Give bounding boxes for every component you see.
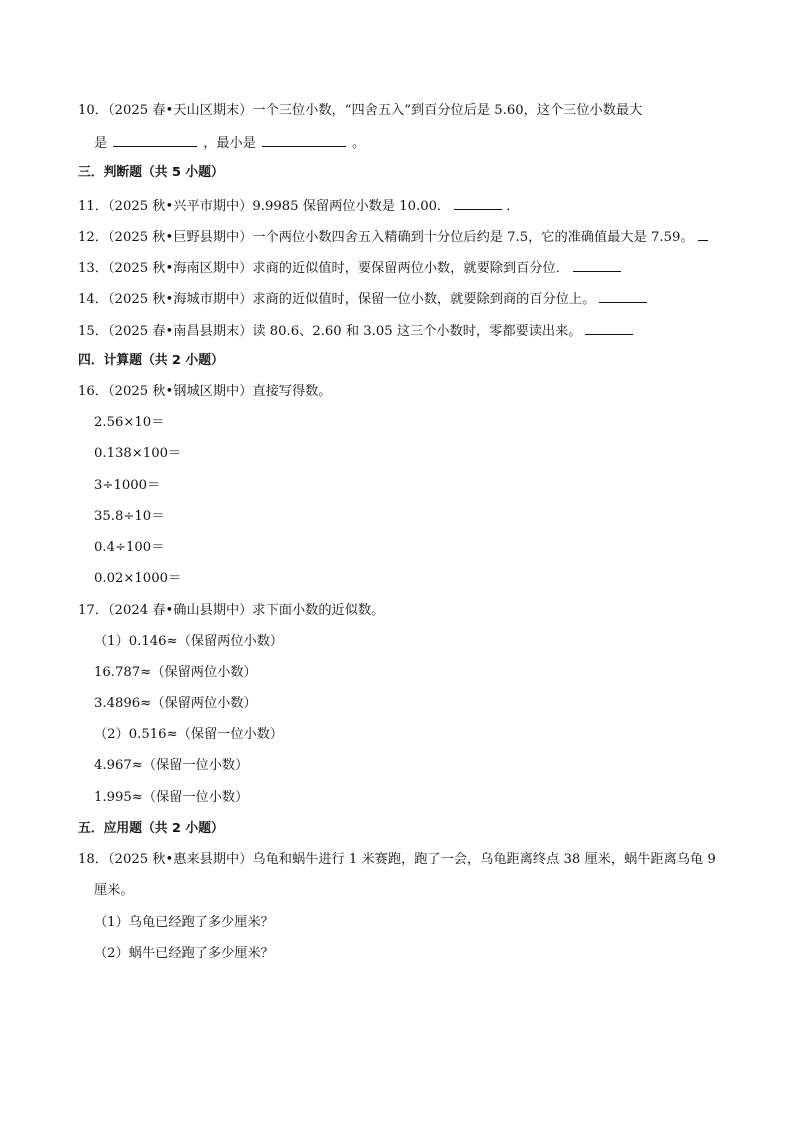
question-14-text: 14．（2025 秋•海城市期中）求商的近似值时，保留一位小数，就要除到商的百分位上。 <box>78 292 596 307</box>
section-5-title: 五．应用题（共 2 小题） <box>78 821 224 836</box>
question-13-text: 13．（2025 秋•海南区期中）求商的近似值时，要保留两位小数，就要除到百分位． <box>78 261 569 276</box>
question-18-sub1: （1）乌龟已经跑了多少厘米？ <box>94 915 274 930</box>
answer-blank-11[interactable] <box>454 196 502 210</box>
section-4-title: 四．计算题（共 2 小题） <box>78 353 224 368</box>
answer-blank-12[interactable] <box>698 227 708 241</box>
answer-blank-14[interactable] <box>599 289 647 303</box>
question-14 <box>0 289 794 309</box>
question-11-suffix: ． <box>506 199 520 214</box>
question-18-line1: 18．（2025 秋•惠来县期中）乌龟和蜗牛进行 1 米赛跑，跑了一会，乌龟距离终点 38 厘米，蜗牛距离乌龟 9 <box>78 852 716 867</box>
question-10-suffix: 。 <box>351 136 366 151</box>
question-18-sub2: （2）蜗牛已经跑了多少厘米？ <box>94 946 274 961</box>
calc-item: 2.56×10＝ <box>94 415 165 430</box>
calc-item: 0.4÷100＝ <box>94 540 165 555</box>
calc-item: 0.138×100＝ <box>94 446 182 461</box>
approx-item: 1.995≈（保留一位小数） <box>94 790 249 805</box>
question-10-middle: ，最小是 <box>203 136 256 151</box>
question-13 <box>0 258 794 278</box>
question-15 <box>0 321 794 341</box>
approx-item: （1）0.146≈（保留两位小数） <box>94 634 284 649</box>
question-12 <box>0 227 794 247</box>
answer-blank-max[interactable] <box>113 133 197 147</box>
section-3-title: 三．判断题（共 5 小题） <box>78 165 224 180</box>
question-12-text: 12．（2025 秋•巨野县期中）一个两位小数四舍五入精确到十分位后约是 7.5，它的准确值最大是 7.59。 <box>78 230 694 245</box>
approx-item: 3.4896≈（保留两位小数） <box>94 696 257 711</box>
question-10-prefix: 是 <box>94 136 108 151</box>
calc-item: 35.8÷10＝ <box>94 509 165 524</box>
question-10-line2 <box>0 133 794 153</box>
calc-item: 0.02×1000＝ <box>94 571 182 586</box>
question-11 <box>0 196 794 216</box>
question-17-text: 17．（2024 春•确山县期中）求下面小数的近似数。 <box>78 603 385 618</box>
calc-item: 3÷1000＝ <box>94 478 161 493</box>
question-11-text: 11．（2025 秋•兴平市期中）9.9985 保留两位小数是 10.00． <box>78 199 451 214</box>
approx-item: （2）0.516≈（保留一位小数） <box>94 727 284 742</box>
answer-blank-min[interactable] <box>262 133 346 147</box>
answer-blank-13[interactable] <box>573 258 621 272</box>
question-18-line2: 厘米。 <box>94 883 134 898</box>
question-10-line1: 10．（2025 春•天山区期末）一个三位小数，“四舍五入”到百分位后是 5.60，这个三位小数最大 <box>78 103 643 118</box>
question-16-text: 16．（2025 秋•钢城区期中）直接写得数。 <box>78 384 332 399</box>
approx-item: 4.967≈（保留一位小数） <box>94 758 249 773</box>
answer-blank-15[interactable] <box>585 321 633 335</box>
question-15-text: 15．（2025 春•南昌县期末）读 80.6、2.60 和 3.05 这三个小数时，零都要读出来。 <box>78 324 582 339</box>
approx-item: 16.787≈（保留两位小数） <box>94 665 257 680</box>
